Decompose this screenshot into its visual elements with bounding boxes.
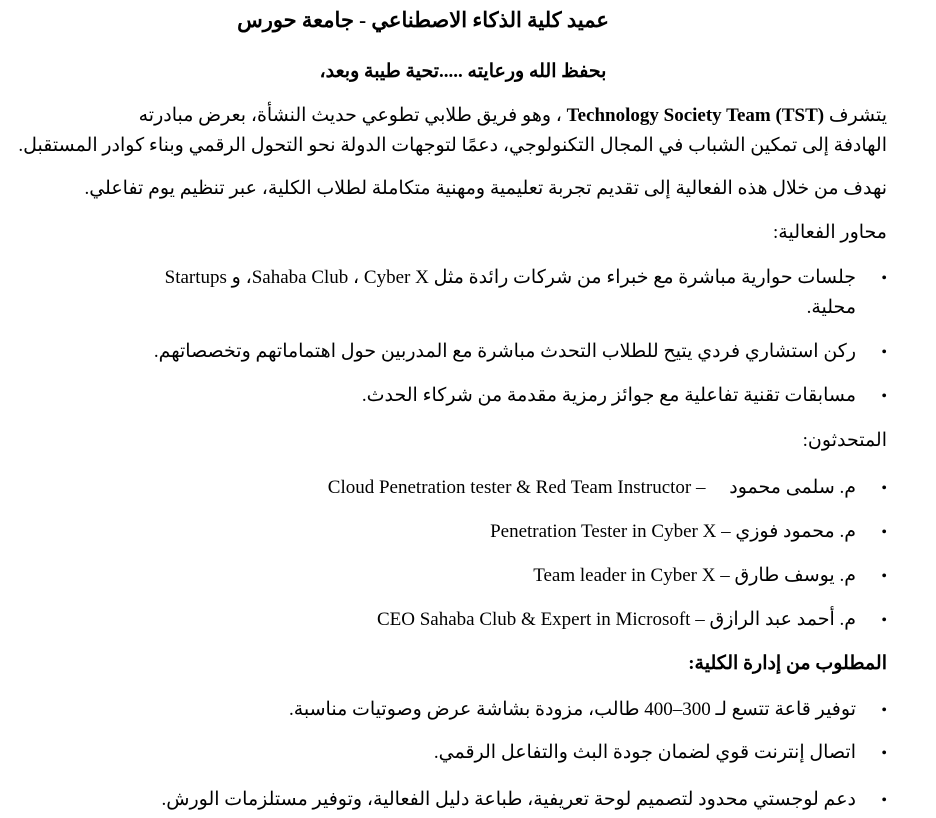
bullet-icon: • <box>881 568 887 585</box>
bullet-icon: • <box>881 344 887 361</box>
bullet-icon: • <box>881 524 887 541</box>
goal-paragraph: نهدف من خلال هذه الفعالية إلى تقديم تجربة تعليمية ومهنية متكاملة لطلاب الكلية، عبر تنظيم يوم تفاعلي. <box>84 178 887 199</box>
intro-line-1 <box>139 104 887 128</box>
speaker-role: Penetration Tester in Cyber X – <box>490 521 731 542</box>
letter-title: عميد كلية الذكاء الاصطناعي - جامعة حورس <box>237 8 609 32</box>
requirement-item-1: توفير قاعة تتسع لـ 300–400 طالب، مزودة بشاشة عرض وصوتيات مناسبة. <box>288 699 856 720</box>
intro-prefix: يتشرف <box>824 105 887 126</box>
speaker-role: Team leader in Cyber X – <box>533 565 730 586</box>
speaker-item <box>328 476 856 500</box>
bullet-icon: • <box>881 388 887 405</box>
intro-suffix: ، وهو فريق طلابي تطوعي حديث النشأة، بعرض مبادرته <box>138 105 567 126</box>
bullet-icon: • <box>881 612 887 629</box>
intro-line-2: الهادفة إلى تمكين الشباب في المجال التكنولوجي، دعمًا لتوجهات الدولة نحو التحول الرقمي وبناء كوادر المستقبل. <box>18 135 887 156</box>
requirement-item-3: دعم لوجستي محدود لتصميم لوحة تعريفية، طباعة دليل الفعالية، وتوفير مستلزمات الورش. <box>161 789 856 810</box>
speaker-name: م. سلمى محمود <box>729 477 856 498</box>
speaker-item <box>490 520 856 544</box>
team-name: Technology Society Team (TST) <box>566 105 825 126</box>
bullet-icon: • <box>881 702 887 719</box>
bullet-icon: • <box>881 745 887 762</box>
axis-item-2: ركن استشاري فردي يتيح للطلاب التحدث مباشرة مع المدربين حول اهتماماتهم وتخصصاتهم. <box>153 341 856 362</box>
letter-greeting: بحفظ الله ورعايته .....تحية طيبة وبعد، <box>319 61 607 82</box>
speaker-name: م. محمود فوزي <box>735 521 856 542</box>
speaker-item <box>533 564 856 588</box>
axis-item-3: مسابقات تقنية تفاعلية مع جوائز رمزية مقدمة من شركاء الحدث. <box>361 385 856 406</box>
bullet-icon: • <box>881 270 887 287</box>
speaker-name: م. أحمد عبد الرازق <box>709 609 856 630</box>
bullet-icon: • <box>881 480 887 497</box>
speakers-heading: المتحدثون: <box>802 430 887 451</box>
requirement-item-2: اتصال إنترنت قوي لضمان جودة البث والتفاعل الرقمي. <box>433 742 856 763</box>
axes-heading: محاور الفعالية: <box>773 222 887 243</box>
axis-item-1-line-2: محلية. <box>806 297 856 318</box>
speaker-role: Cloud Penetration tester & Red Team Instructor – <box>327 477 706 498</box>
bullet-icon: • <box>881 792 887 809</box>
axis-item-1-line-1: جلسات حوارية مباشرة مع خبراء من شركات رائدة مثل Sahaba Club ، Cyber X، و Startups <box>164 267 856 288</box>
speaker-name: م. يوسف طارق <box>734 565 856 586</box>
speaker-item <box>377 608 856 632</box>
requirements-heading: المطلوب من إدارة الكلية: <box>688 653 887 674</box>
speaker-role: CEO Sahaba Club & Expert in Microsoft – <box>376 609 705 630</box>
